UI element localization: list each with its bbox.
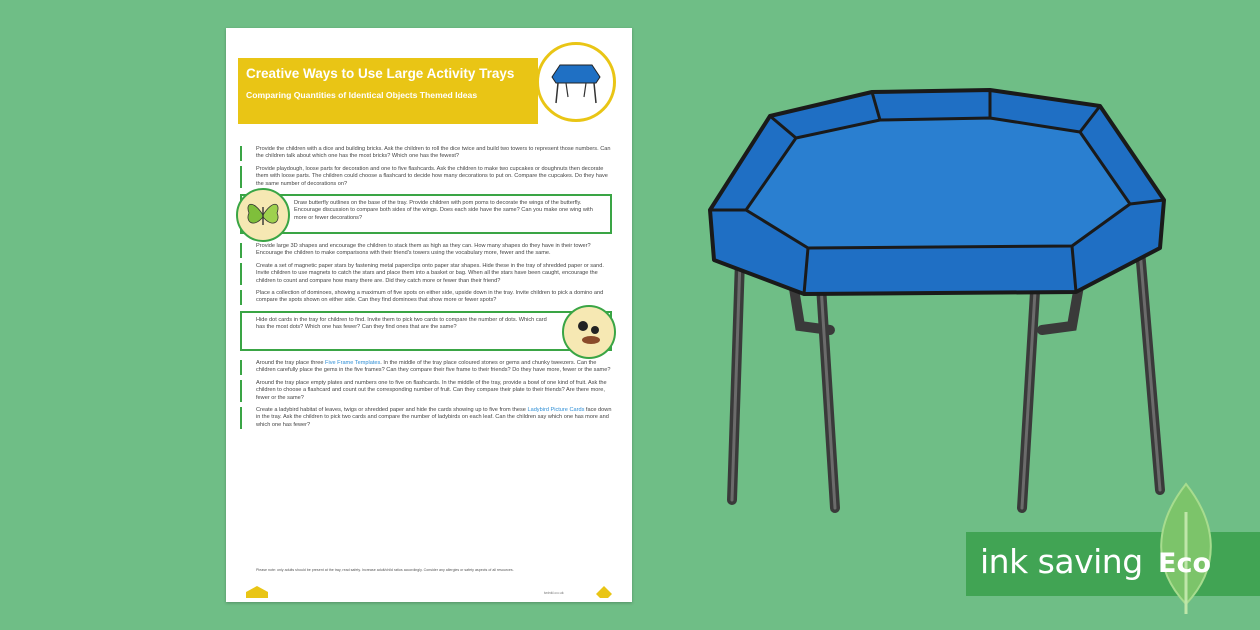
idea-paragraph: Create a ladybird habitat of leaves, twigs or shredded paper and hide the cards showing up to five from these Ladybird Picture Cards face down in the tray. Ask the children to pick two cards and compare the number of ladybirds on each leaf. Can the children say which one has more and which one has fewer?: [240, 407, 612, 429]
idea-paragraph: Around the tray place three Five Frame Templates. In the middle of the tray place coloured stones or gems and chunky tweezers. Can the children carefully place the gems in the five frames? Can they compare their five frame to their friends? Do they have more, fewer or the same?: [240, 360, 612, 375]
title-banner: [238, 58, 538, 124]
dice-icon: [569, 312, 609, 352]
ladybird-cards-link[interactable]: Ladybird Picture Cards: [527, 406, 585, 413]
sheet-content: [240, 146, 612, 434]
idea-paragraph: Create a set of magnetic paper stars by fastening metal paperclips onto paper star shapes. Hide these in the tray of shredded paper or sand. Invite children to use magnets to catch the stars and place them into a basket or bag. When all the stars have been caught, encourage the children to count and compare how many there are. Did they catch more or fewer than their friend?: [240, 263, 612, 285]
idea-paragraph: Provide the children with a dice and building bricks. Ask the children to roll the dice twice and build two towers to represent those numbers. Can the children talk about which one has the most bricks? Which one has the fewest?: [240, 146, 612, 161]
activity-tray-illustration: [700, 80, 1180, 520]
site-url: twinkl.co.uk: [544, 591, 564, 595]
brand-mark-icon: [594, 584, 614, 600]
idea-paragraph: Provide playdough, loose parts for decoration and one to five flashcards. Ask the children to make two cupcakes or doughnuts then decorate them with loose parts. The children could choose a flashcard to decide how many decorations to put on. Compare the cupcakes. Do they have the same number of decorations on?: [240, 166, 612, 188]
idea-paragraph: Around the tray place empty plates and numbers one to five on flashcards. In the middle of the tray, provide a bowl of one kind of fruit. Ask the children to choose a flashcard and count out the corresponding number of fruit. Can they compare their plate to their friends? Are there more, fewer or the same?: [240, 380, 612, 402]
sheet-title: Creative Ways to Use Large Activity Trays: [246, 66, 515, 81]
tray-thumbnail: [536, 42, 616, 122]
idea-paragraph: Provide large 3D shapes and encourage the children to stack them as high as they can. How many shapes do they have in their tower? Encourage the children to make comparisons with their friend's towers using the vocabulary more, fewer and the same.: [240, 243, 612, 258]
tray-icon: [546, 57, 606, 107]
five-frame-link[interactable]: Five Frame Templates: [325, 359, 381, 366]
eco-label: Eco: [1158, 548, 1211, 579]
ink-saving-text: ink saving: [980, 542, 1143, 581]
callout-butterfly-text: Draw butterfly outlines on the base of the tray. Provide children with pom poms to decorate the wings of the butterfly. Encourage discussion to compare both sides of the wings. Does each side have the same? Can you make one wing with more or fewer decorations?: [294, 200, 593, 221]
dice-picture: [562, 305, 616, 359]
callout-dice-text: Hide dot cards in the tray for children to find. Invite them to pick two cards to compare the number of dots. Which card has the most dots? Which one has fewer? Can they find ones that are the same?: [256, 316, 547, 331]
callout-dice: [240, 311, 612, 351]
callout-butterfly: [240, 194, 612, 234]
butterfly-icon: [243, 195, 283, 235]
idea-paragraph: Place a collection of dominoes, showing a maximum of five spots on either side, upside down in the tray. Invite children to pick a domino and compare the spots shown on either side. Can they find dominoes that show more or fewer spots?: [240, 290, 612, 305]
sheet-subtitle: Comparing Quantities of Identical Objects Themed Ideas: [246, 90, 478, 100]
publisher-logo-icon: [244, 584, 270, 600]
activity-sheet: [226, 28, 632, 602]
safety-footnote: Please note: only adults should be present at the tray, read safety. Increase adult/child ratios accordingly. Consider any allergies or safety aspects of all resources.: [256, 568, 514, 572]
butterfly-picture: [236, 188, 290, 242]
